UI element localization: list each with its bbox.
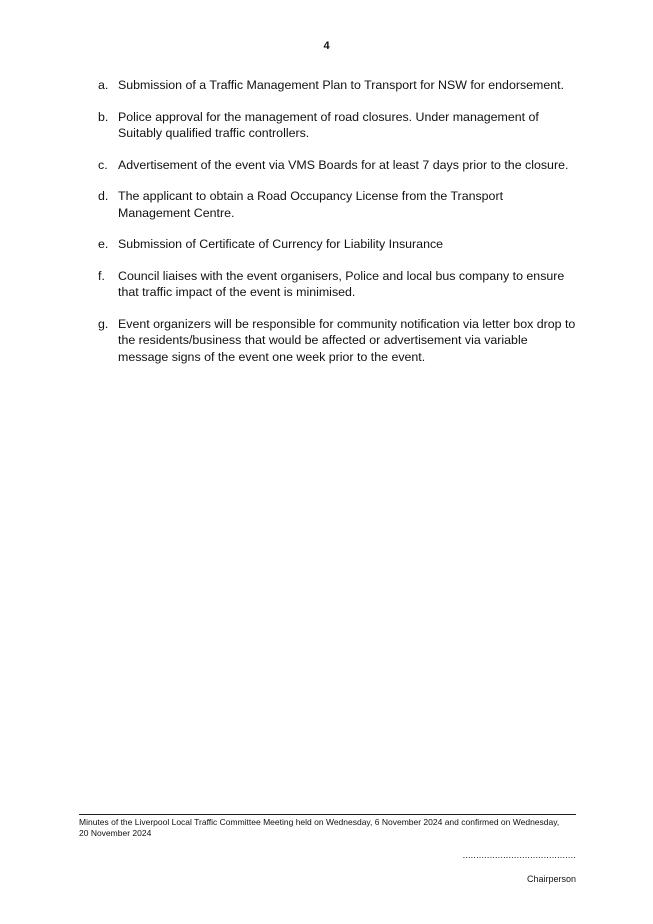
list-item-text: Council liaises with the event organisers, Police and local bus company to ensure that traffic impact of the event is minimised.	[118, 268, 565, 299]
list-item-text: Advertisement of the event via VMS Boards for at least 7 days prior to the closure.	[118, 157, 569, 172]
list-item	[98, 157, 578, 174]
list-item	[98, 316, 578, 366]
page-number: 4	[323, 40, 330, 52]
list-item-text: Police approval for the management of road closures. Under management of Suitably qualified traffic controllers.	[118, 109, 539, 140]
list-item-letter: c.	[98, 157, 108, 172]
list-item-letter: a.	[98, 78, 109, 92]
list-item-letter: e.	[98, 237, 109, 251]
signature-line: ..........................................	[462, 850, 576, 860]
footer-minutes-line: Minutes of the Liverpool Local Traffic Committee Meeting held on Wednesday, 6 November 2024 and confirmed on Wednesday,	[79, 817, 560, 827]
list-item-letter: d.	[98, 189, 109, 203]
footer-minutes-line: 20 November 2024	[79, 827, 152, 838]
footer-minutes-note	[79, 817, 579, 838]
list-item	[98, 268, 578, 301]
footer-divider	[79, 814, 576, 815]
list-item-letter: b.	[98, 109, 109, 124]
list-item	[98, 77, 578, 94]
list-item	[98, 236, 578, 253]
list-item-text: Event organizers will be responsible for community notification via letter box drop to the residents/business that would be affected or advertisement via variable message signs of the event one week prior to the event.	[118, 316, 576, 364]
conditions-list	[98, 77, 578, 380]
list-item-text: The applicant to obtain a Road Occupancy License from the Transport Management Centre.	[118, 189, 504, 220]
list-item	[98, 188, 578, 221]
list-item-text: Submission of a Traffic Management Plan to Transport for NSW for endorsement.	[118, 78, 565, 92]
list-item-text: Submission of Certificate of Currency for Liability Insurance	[118, 237, 444, 251]
signature-label: Chairperson	[526, 874, 576, 884]
list-item	[98, 109, 578, 142]
list-item-letter: g.	[98, 316, 109, 331]
list-item-letter: f.	[98, 268, 105, 283]
